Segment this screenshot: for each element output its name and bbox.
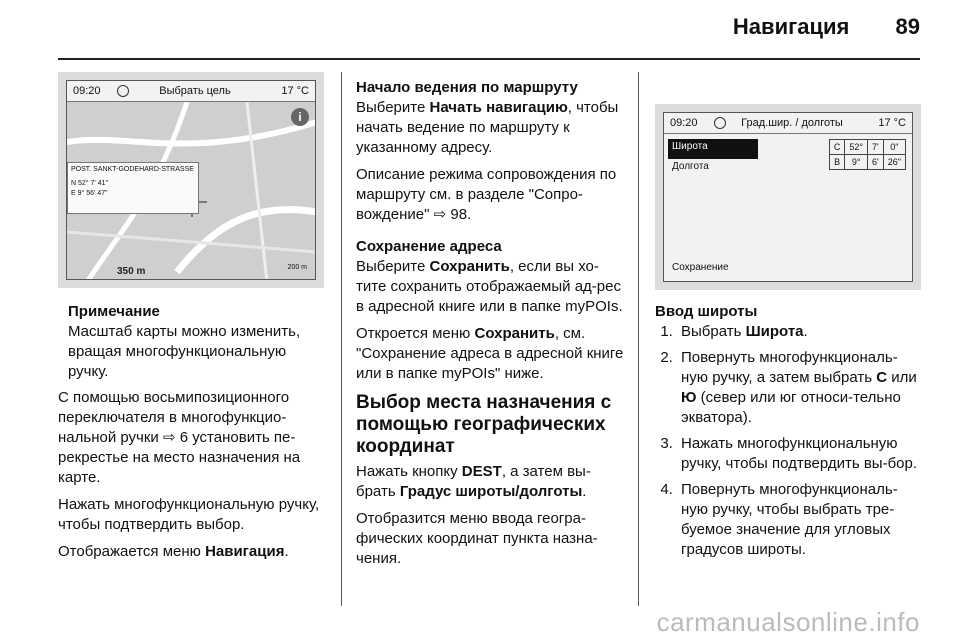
table-row [829, 140, 905, 155]
page-number: 89 [895, 14, 920, 39]
coordinate-table [829, 139, 906, 170]
table-cell[interactable]: 0" [883, 140, 905, 155]
section-heading: Начало ведения по маршруту [356, 79, 578, 96]
table-cell[interactable]: 52° [845, 140, 868, 155]
list-item: 1. Выбрать Широта. [677, 322, 923, 342]
paragraph: Отображается меню Навигация. [58, 543, 289, 560]
address-text: POST. SANKT-GODEHARD-STRASSE [71, 166, 194, 173]
status-bar [664, 113, 912, 134]
table-cell[interactable]: С [829, 140, 845, 155]
address-popup [67, 162, 199, 214]
note-text: Масштаб карты можно изменить, вращая многофункциональную ручку. [68, 323, 301, 380]
paragraph: Описание режима сопровождения по маршруту см. в разделе "Сопро-вождение" ⇨ 98. [356, 166, 617, 223]
header-rule [58, 58, 920, 60]
table-cell[interactable]: 6' [868, 155, 884, 170]
paragraph: Выберите Начать навигацию, чтобы начать ведение по маршруту к указанному адресу. [356, 99, 619, 156]
clock-text: 09:20 [73, 85, 101, 97]
paragraph: Откроется меню Сохранить, см. "Сохранение адреса в адресной книге или в папке myPOIs" ниже. [356, 325, 624, 382]
arrow-ref-icon: ⇨ [162, 429, 176, 446]
paragraph: Отобразится меню ввода геогра-фических координат пункта назна-чения. [356, 510, 598, 567]
longitude-text: E 9° 56' 47" [71, 190, 108, 197]
save-button[interactable]: Сохранение [672, 262, 729, 273]
clock-text: 09:20 [670, 117, 698, 129]
table-cell[interactable]: 7' [868, 140, 884, 155]
paragraph: Нажать кнопку DEST, а затем вы-брать Градус широты/долготы. [356, 463, 591, 500]
temperature: 17 °C [281, 85, 309, 97]
map-scale-right: 200 m [287, 264, 307, 271]
column-divider [341, 72, 342, 606]
list-item: 4. Повернуть многофункциональ-ную ручку, чтобы выбрать тре-буемое значение для угловых градусов широты. [677, 480, 923, 560]
paragraph: С помощью восьмипозиционного переключателя в многофункцио-нальной ручки ⇨ 6 установить пе-рекрестье на место назначения на карте. [58, 389, 301, 486]
clock-icon [714, 117, 726, 129]
paragraph: Нажать многофункциональную ручку, чтобы подтвердить выбор. [58, 496, 320, 533]
status-bar [67, 81, 315, 102]
page-title: Навигация [732, 14, 850, 39]
map-screenshot [58, 72, 324, 288]
column-2 [356, 78, 628, 576]
menu-item-latitude[interactable]: Широта [668, 139, 758, 159]
map-scale: 350 m [117, 266, 146, 277]
column-divider [638, 72, 639, 606]
section-heading-large: Выбор места назначения с помощью географических координат [356, 392, 612, 457]
list-item: 3. Нажать многофункциональную ручку, чтобы подтвердить вы-бор. [677, 434, 923, 474]
arrow-ref-icon: ⇨ [433, 206, 447, 223]
screen-title: Град.шир. / долготы [741, 117, 843, 129]
column-3 [655, 302, 923, 566]
section-heading: Сохранение адреса [356, 238, 502, 255]
clock-icon [117, 85, 129, 97]
screen-title: Выбрать цель [159, 85, 231, 97]
coordinate-menu [668, 139, 758, 179]
table-cell[interactable]: В [829, 155, 845, 170]
table-row [829, 155, 905, 170]
info-icon[interactable]: i [291, 108, 309, 126]
coordinates-screenshot [655, 104, 921, 290]
table-cell[interactable]: 9° [845, 155, 868, 170]
paragraph: Выберите Сохранить, если вы хо-тите сохранить отображаемый ад-рес в адресной книге или в папке myPOIs. [356, 258, 623, 315]
section-heading: Ввод широты [655, 303, 758, 320]
list-item: 2. Повернуть многофункциональ-ную ручку, а затем выбрать С или Ю (север или юг относи-тельно экватора). [677, 348, 923, 428]
map-area[interactable] [67, 102, 315, 279]
table-cell[interactable]: 26" [883, 155, 905, 170]
note-title: Примечание [68, 303, 160, 320]
column-1 [58, 302, 326, 569]
latitude-text: N 52° 7' 41" [71, 180, 108, 187]
menu-item-longitude[interactable]: Долгота [672, 161, 709, 172]
steps-list [655, 322, 923, 560]
temperature: 17 °C [878, 117, 906, 129]
watermark: carmanualsonline.info [656, 607, 920, 637]
page-header [693, 14, 920, 40]
note-block [58, 302, 326, 382]
